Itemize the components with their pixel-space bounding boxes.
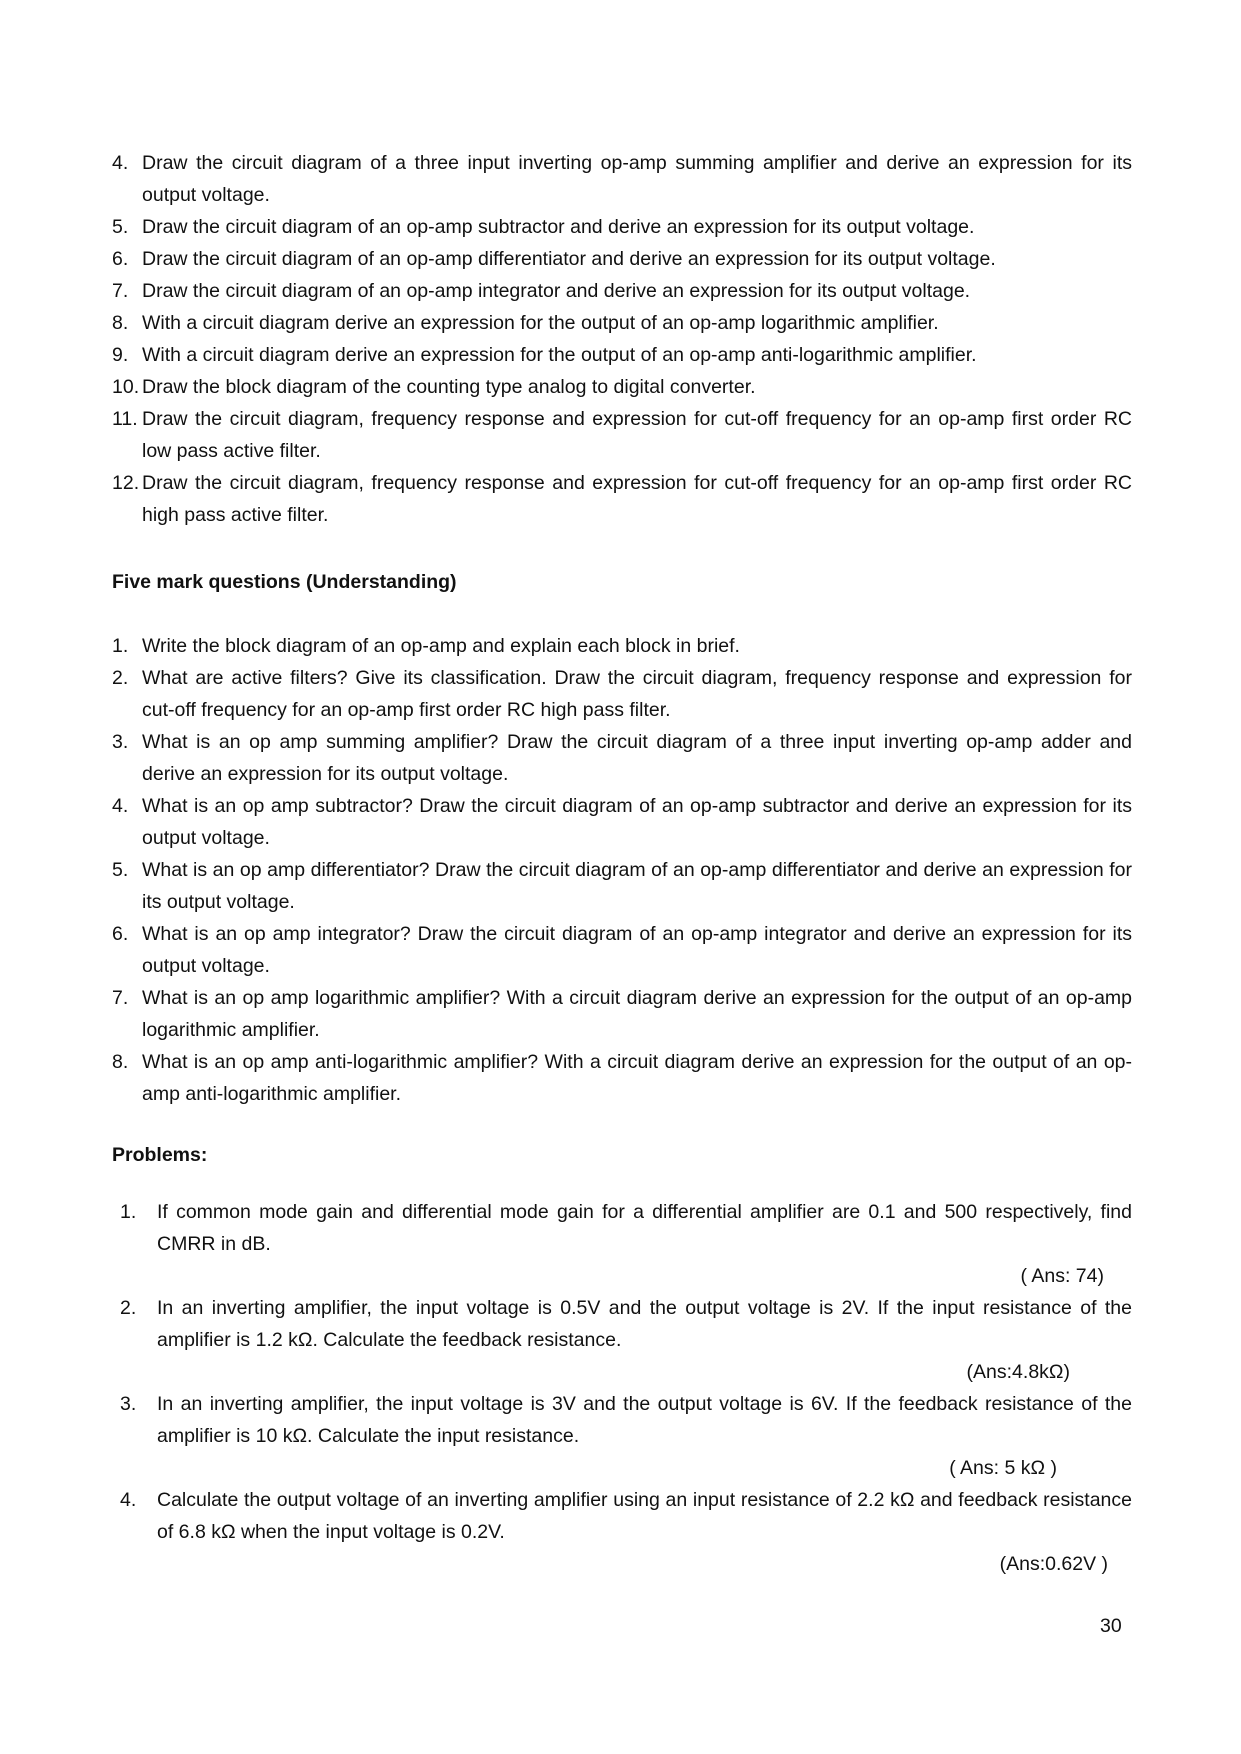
list-item: 4. Draw the circuit diagram of a three input inverting op-amp summing amplifier and derive an expression for its output voltage. bbox=[112, 152, 1132, 206]
list-item: 4. What is an op amp subtractor? Draw the circuit diagram of an op-amp subtractor and derive an expression for its output voltage. bbox=[112, 795, 1132, 849]
problems-list bbox=[112, 1196, 1132, 1580]
problems-heading: Problems: bbox=[112, 1144, 208, 1166]
answer: (Ans:0.62V ) bbox=[999, 1553, 1108, 1575]
problem-item: 3. In an inverting amplifier, the input voltage is 3V and the output voltage is 6V. If the feedback resistance of the amplifier is 10 kΩ. Calculate the input resistance. ( Ans: 5 kΩ ) bbox=[112, 1388, 1132, 1484]
list-item: 6. Draw the circuit diagram of an op-amp differentiator and derive an expression for its output voltage. bbox=[112, 248, 996, 270]
problem-item: 4. Calculate the output voltage of an inverting amplifier using an input resistance of 2.2 kΩ and feedback resistance of 6.8 kΩ when the input voltage is 0.2V. (Ans:0.62V ) bbox=[112, 1484, 1132, 1580]
list-item: 5. Draw the circuit diagram of an op-amp subtractor and derive an expression for its output voltage. bbox=[112, 216, 975, 238]
list-item: 12. Draw the circuit diagram, frequency response and expression for cut-off frequency for an op-amp first order RC high pass active filter. bbox=[112, 472, 1132, 526]
list-item: 1. Write the block diagram of an op-amp and explain each block in brief. bbox=[112, 635, 740, 657]
list-item: 5. What is an op amp differentiator? Draw the circuit diagram of an op-amp differentiator and derive an expression for its output voltage. bbox=[112, 859, 1132, 913]
list-item: 6. What is an op amp integrator? Draw the circuit diagram of an op-amp integrator and derive an expression for its output voltage. bbox=[112, 923, 1132, 977]
list-item: 10. Draw the block diagram of the counting type analog to digital converter. bbox=[112, 376, 756, 398]
list-item: 9. With a circuit diagram derive an expression for the output of an op-amp anti-logarithmic amplifier. bbox=[112, 344, 977, 366]
list-item: 8. With a circuit diagram derive an expression for the output of an op-amp logarithmic amplifier. bbox=[112, 312, 939, 334]
list-item: 3. What is an op amp summing amplifier? Draw the circuit diagram of a three input inverting op-amp adder and derive an expression for its output voltage. bbox=[112, 731, 1132, 785]
problem-item: 1. If common mode gain and differential mode gain for a differential amplifier are 0.1 and 500 respectively, find CMRR in dB. ( Ans: 74) bbox=[112, 1196, 1132, 1292]
page-number: 30 bbox=[1100, 1615, 1122, 1637]
list-item: 11. Draw the circuit diagram, frequency response and expression for cut-off frequency for an op-amp first order RC low pass active filter. bbox=[112, 408, 1132, 462]
answer: ( Ans: 5 kΩ ) bbox=[949, 1457, 1057, 1479]
list-item: 2. What are active filters? Give its classification. Draw the circuit diagram, frequency response and expression for cut-off frequency for an op-amp first order RC high pass filter. bbox=[112, 667, 1132, 721]
answer: ( Ans: 74) bbox=[1020, 1265, 1104, 1287]
list-item: 7. Draw the circuit diagram of an op-amp integrator and derive an expression for its output voltage. bbox=[112, 280, 971, 302]
answer: (Ans:4.8kΩ) bbox=[966, 1361, 1070, 1383]
problem-item: 2. In an inverting amplifier, the input voltage is 0.5V and the output voltage is 2V. If the input resistance of the amplifier is 1.2 kΩ. Calculate the feedback resistance. (Ans:4.8kΩ) bbox=[112, 1292, 1132, 1388]
list-item: 8. What is an op amp anti-logarithmic amplifier? With a circuit diagram derive an expression for the output of an op-amp anti-logarithmic amplifier. bbox=[112, 1051, 1132, 1105]
question-list-continued bbox=[112, 147, 1132, 531]
list-item: 7. What is an op amp logarithmic amplifier? With a circuit diagram derive an expression for the output of an op-amp logarithmic amplifier. bbox=[112, 987, 1132, 1041]
five-mark-heading: Five mark questions (Understanding) bbox=[112, 571, 457, 593]
five-mark-question-list bbox=[112, 630, 1132, 1110]
